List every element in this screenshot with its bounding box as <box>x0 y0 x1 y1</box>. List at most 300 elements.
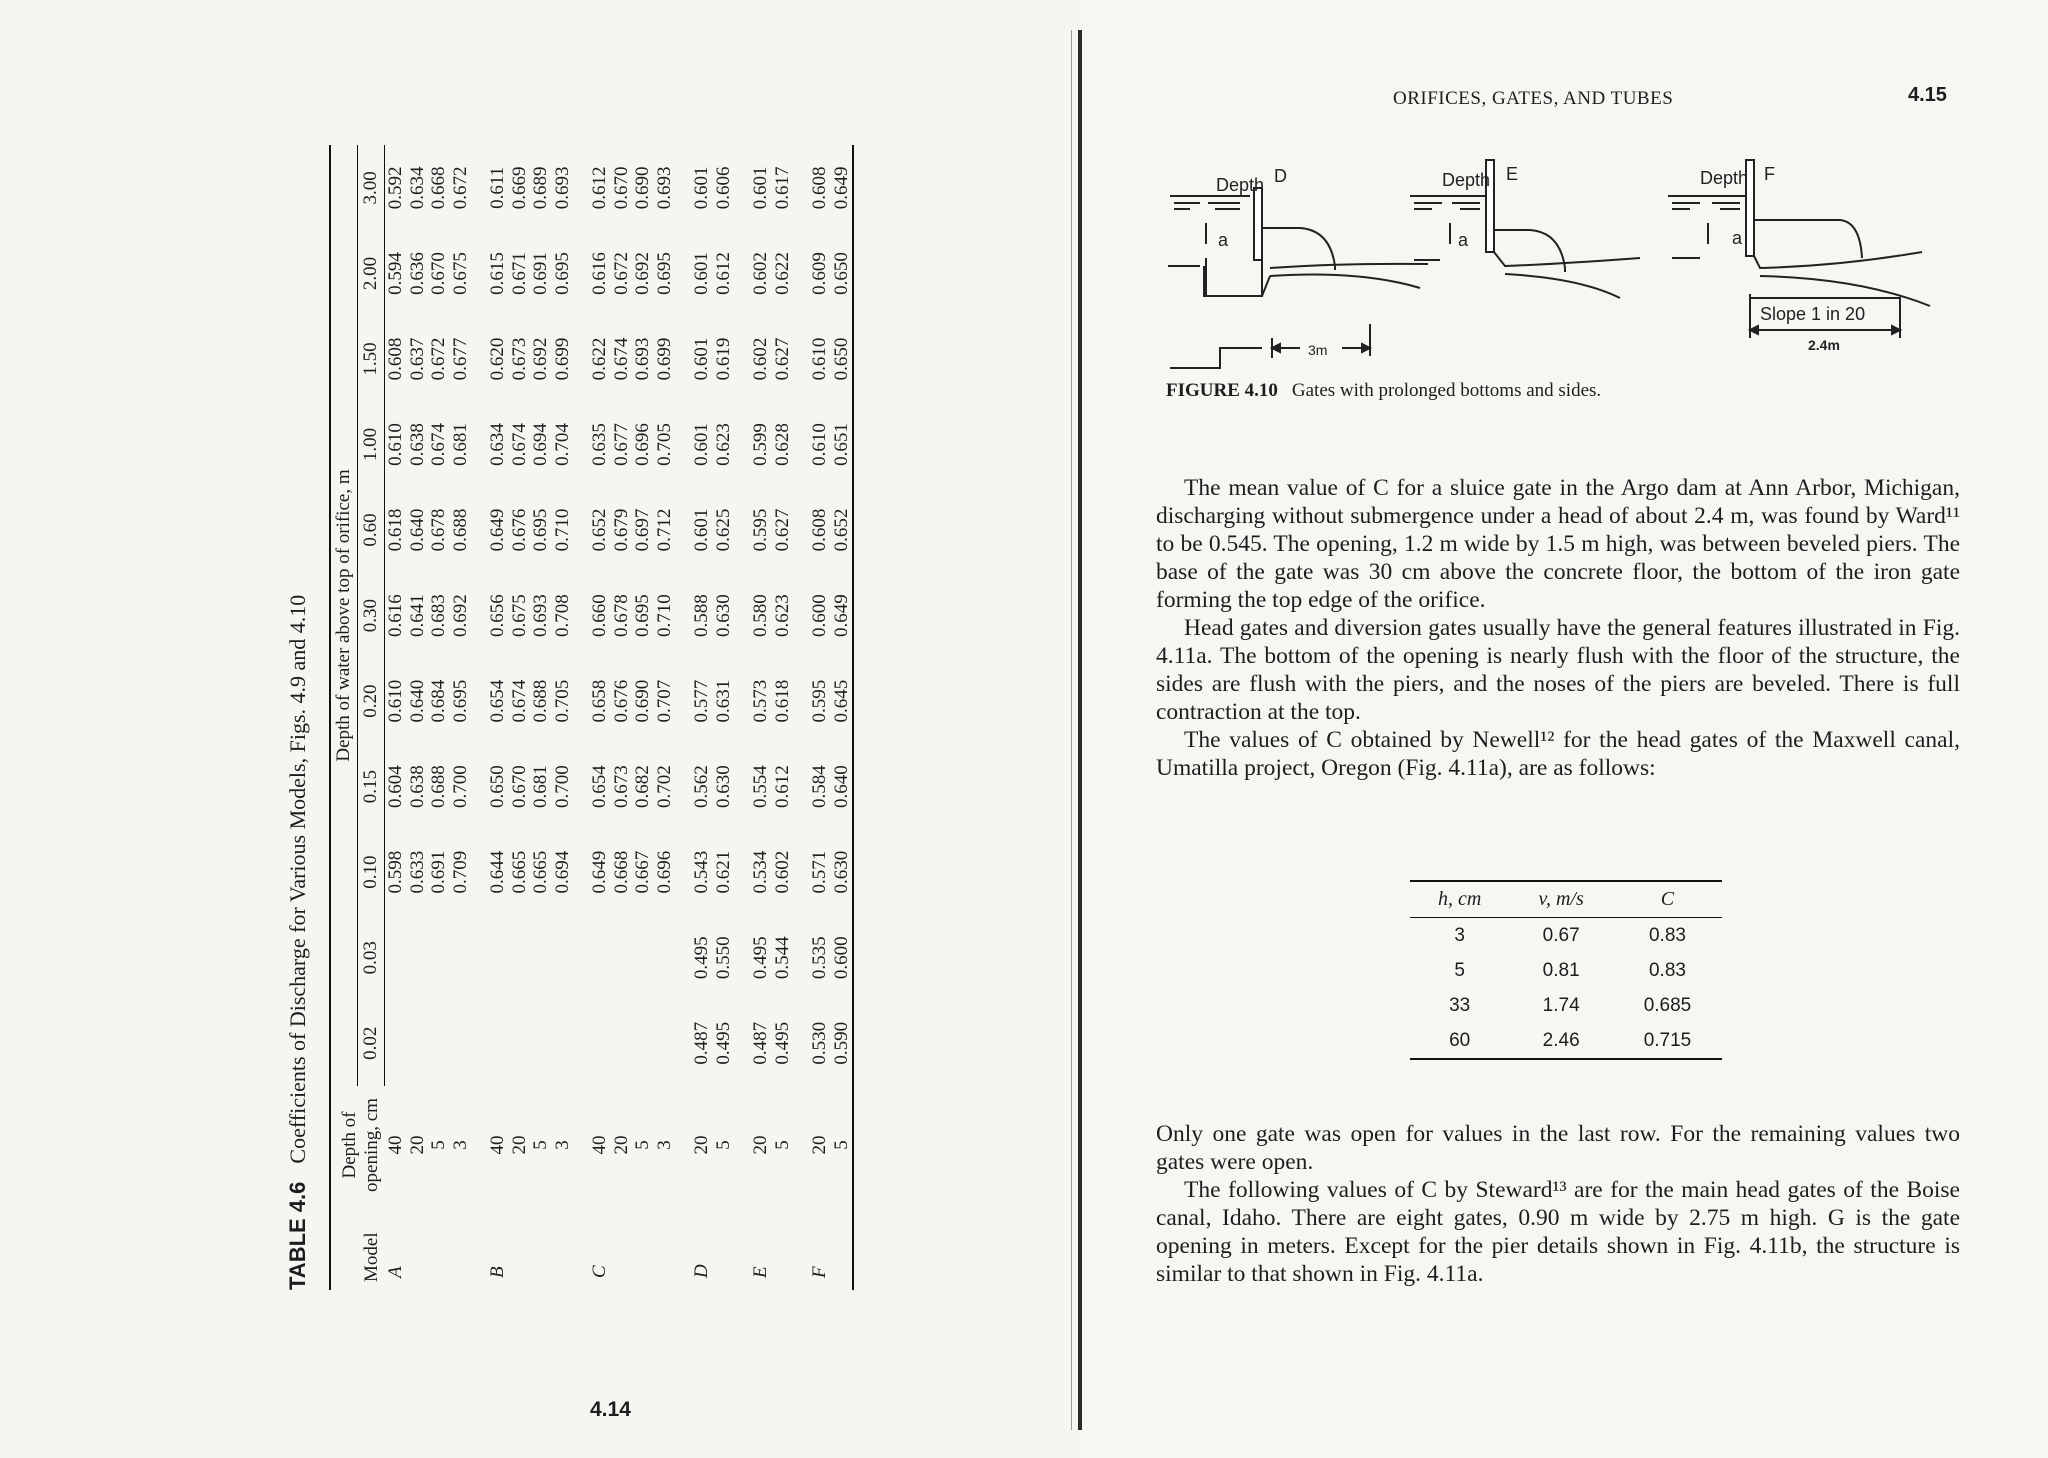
coefficient-cell <box>552 1000 574 1086</box>
coefficient-cell: 0.693 <box>530 594 551 637</box>
coefficient-cell: 0.699 <box>551 337 573 381</box>
coefficient-cell: 0.690 <box>632 166 653 210</box>
coefficient-cell: 0.618 <box>771 679 793 723</box>
coefficient-cell: 0.705 <box>551 679 573 723</box>
table-row <box>509 145 531 1290</box>
depth-cell: 20 <box>691 1135 712 1155</box>
coefficient-cell: 0.628 <box>771 423 793 466</box>
depth-cell: 3 <box>551 1140 573 1150</box>
coefficient-cell: 0.608 <box>809 166 830 210</box>
coefficient-cell: 0.676 <box>508 508 530 552</box>
paragraph-argo-dam: The mean value of C for a sluice gate in the Argo dam at Ann Arbor, Michigan, discharging without submergence under a head of about 2.4 m, was found by Ward¹¹ to be 0.545. The opening, 1.2 m wide by 1.5 m high, was between beveled piers. The base of the gate was 30 cm above the concrete floor, the bottom of the iron gate forming the top edge of the orifice. <box>1156 475 1960 613</box>
coefficient-cell: 0.495 <box>691 936 712 980</box>
coefficient-cell: 0.681 <box>449 423 471 466</box>
coefficient-cell: 0.602 <box>750 252 771 295</box>
coefficient-cell: 0.700 <box>449 765 471 809</box>
table-row <box>691 145 713 1290</box>
coefficient-cell: 0.652 <box>830 508 852 552</box>
depth-cell: 3 <box>449 1140 471 1150</box>
header-depth-line1: Depth of <box>338 1111 360 1179</box>
coefficient-cell: 0.665 <box>530 850 551 894</box>
figure-caption-text: Gates with prolonged bottoms and sides. <box>1291 380 1602 401</box>
coefficient-cell: 0.595 <box>750 508 771 552</box>
coefficient-cell: 0.678 <box>428 508 449 552</box>
model-cell <box>552 1204 574 1290</box>
coefficient-cell: 0.550 <box>712 936 734 980</box>
coefficient-cell: 0.600 <box>809 594 830 637</box>
coefficient-cell: 0.562 <box>691 765 712 809</box>
discharge-coefficient-table <box>329 145 854 1290</box>
coefficient-cell: 0.616 <box>385 594 406 637</box>
column-header: 0.20 <box>358 658 385 744</box>
table-row <box>750 145 772 1290</box>
coefficient-cell: 0.595 <box>809 679 830 723</box>
coefficient-cell <box>589 915 611 1001</box>
coefficient-cell <box>407 1000 429 1086</box>
coefficient-cell: 0.654 <box>487 679 508 723</box>
coefficient-cell: 0.495 <box>712 1021 734 1065</box>
small-table-cell: 33 <box>1449 995 1471 1016</box>
fig-len-3m: 3m <box>1308 342 1328 358</box>
figure-number: FIGURE 4.10 <box>1166 380 1278 401</box>
body-text-bottom <box>1156 1120 1960 1288</box>
coefficient-cell: 0.649 <box>487 508 508 552</box>
coefficient-cell: 0.637 <box>406 337 428 381</box>
fig-len-24m: 2.4m <box>1808 337 1840 353</box>
small-table-cell: 0.685 <box>1643 995 1692 1016</box>
coefficient-cell: 0.693 <box>551 166 573 210</box>
small-table-cell: 5 <box>1454 960 1465 981</box>
coefficient-cell: 0.649 <box>830 166 852 210</box>
group-spacer <box>573 145 589 1290</box>
coefficient-cell <box>487 915 509 1001</box>
coefficient-cell: 0.630 <box>830 850 852 894</box>
coefficient-cell: 0.610 <box>385 423 406 466</box>
depth-cell: 20 <box>406 1135 428 1155</box>
coefficient-cell: 0.612 <box>712 252 734 295</box>
coefficient-cell: 0.608 <box>385 337 406 381</box>
table-row <box>385 145 407 1290</box>
coefficient-cell: 0.670 <box>508 765 530 809</box>
coefficient-cell: 0.635 <box>589 423 610 466</box>
coefficient-cell: 0.650 <box>830 337 852 381</box>
coefficient-cell: 0.599 <box>750 423 771 466</box>
depth-cell: 5 <box>712 1140 734 1150</box>
coefficient-cell: 0.695 <box>530 508 551 552</box>
depth-cell: 40 <box>589 1135 610 1155</box>
small-table-cell: 0.83 <box>1648 925 1686 946</box>
small-table-cell: 0.715 <box>1643 1030 1692 1051</box>
coefficient-cell: 0.610 <box>809 423 830 466</box>
depth-cell: 40 <box>384 1135 406 1155</box>
coefficient-cell: 0.679 <box>610 508 632 552</box>
coefficient-cell: 0.688 <box>428 765 449 809</box>
coefficient-cell: 0.640 <box>830 765 852 809</box>
coefficient-cell: 0.688 <box>530 679 551 723</box>
column-header: 0.60 <box>358 487 385 573</box>
table-row <box>552 145 574 1290</box>
coefficient-cell: 0.627 <box>771 337 793 381</box>
header-depth-line2: opening, cm <box>360 1098 382 1192</box>
model-cell: A <box>384 1266 406 1278</box>
table-row <box>487 145 509 1290</box>
coefficient-cell: 0.619 <box>712 337 734 381</box>
coefficient-cell: 0.682 <box>632 765 653 809</box>
depth-cell: 5 <box>830 1140 852 1150</box>
coefficient-cell: 0.712 <box>653 508 675 552</box>
group-spacer <box>793 145 809 1290</box>
figure-caption <box>1166 380 1601 402</box>
table-row <box>772 145 794 1290</box>
coefficient-cell: 0.709 <box>449 850 471 894</box>
coefficient-cell: 0.631 <box>712 679 734 723</box>
coefficient-cell: 0.590 <box>830 1021 852 1065</box>
coefficient-cell: 0.694 <box>530 423 551 466</box>
coefficient-cell <box>632 915 654 1001</box>
coefficient-cell <box>632 1000 654 1086</box>
coefficient-cell: 0.617 <box>771 166 793 210</box>
table-row <box>611 145 633 1290</box>
coefficient-cell: 0.707 <box>653 679 675 723</box>
book-gutter <box>1078 30 1082 1430</box>
coefficient-cell: 0.495 <box>771 1021 793 1065</box>
coefficient-cell: 0.670 <box>610 166 632 210</box>
small-table-row <box>1410 988 1722 1023</box>
small-table-cell: 3 <box>1454 925 1465 946</box>
coefficient-cell: 0.667 <box>632 850 653 894</box>
running-head: ORIFICES, GATES, AND TUBES <box>1393 88 1674 109</box>
coefficient-cell <box>611 915 633 1001</box>
coefficient-cell: 0.487 <box>750 1021 771 1065</box>
table-caption <box>285 595 325 1290</box>
model-cell <box>713 1204 735 1290</box>
coefficient-cell: 0.681 <box>530 765 551 809</box>
gate-figure <box>1160 148 1940 378</box>
page-number-left: 4.14 <box>590 1398 631 1421</box>
small-table-cell: 0.81 <box>1542 960 1580 981</box>
gutter-shadow <box>1071 30 1072 1430</box>
coefficient-cell: 0.696 <box>653 850 675 894</box>
coefficient-cell: 0.601 <box>691 166 712 210</box>
small-table-cell: 2.46 <box>1542 1030 1580 1051</box>
small-table-row <box>1410 1023 1722 1059</box>
coefficient-cell: 0.690 <box>632 679 653 723</box>
coefficient-cell: 0.676 <box>610 679 632 723</box>
column-header: 0.03 <box>358 915 385 1001</box>
table-row <box>589 145 611 1290</box>
coefficient-cell: 0.673 <box>508 337 530 381</box>
header-model: Model <box>360 1232 382 1282</box>
table-row <box>632 145 654 1290</box>
model-cell <box>632 1204 654 1290</box>
coefficient-cell: 0.691 <box>428 850 449 894</box>
coefficient-cell: 0.695 <box>551 252 573 295</box>
coefficient-cell: 0.700 <box>551 765 573 809</box>
coefficient-cell: 0.622 <box>589 337 610 381</box>
coefficient-cell: 0.693 <box>632 337 653 381</box>
coefficient-cell: 0.630 <box>712 594 734 637</box>
coefficient-cell: 0.638 <box>406 765 428 809</box>
coefficient-cell: 0.673 <box>610 765 632 809</box>
coefficient-cell: 0.601 <box>691 423 712 466</box>
coefficient-cell: 0.623 <box>712 423 734 466</box>
coefficient-cell <box>530 1000 552 1086</box>
table-row <box>428 145 450 1290</box>
coefficient-cell: 0.669 <box>508 166 530 210</box>
coefficient-cell: 0.544 <box>771 936 793 980</box>
column-header: 0.02 <box>358 1000 385 1086</box>
column-header: 0.30 <box>358 573 385 659</box>
coefficient-cell: 0.584 <box>809 765 830 809</box>
coefficient-cell: 0.615 <box>487 252 508 295</box>
coefficient-cell <box>450 915 472 1001</box>
coefficient-cell: 0.672 <box>449 166 471 210</box>
small-table-row <box>1410 918 1722 954</box>
model-cell <box>831 1204 854 1290</box>
coefficient-cell: 0.610 <box>809 337 830 381</box>
fig-slope: Slope 1 in 20 <box>1760 304 1866 324</box>
fig-label-e: E <box>1506 164 1519 184</box>
coefficient-cell: 0.611 <box>487 166 508 209</box>
coefficient-cell: 0.580 <box>750 594 771 637</box>
paragraph-steward: The following values of C by Steward¹³ are for the main head gates of the Boise canal, Idaho. There are eight gates, 0.90 m wide by 2.75 m high. G is the gate opening in meters. Except for the pier details shown in Fig. 4.11b, the structure is similar to that shown in Fig. 4.11a. <box>1156 1177 1960 1287</box>
small-table-body <box>1410 918 1722 1060</box>
group-spacer <box>734 145 750 1290</box>
fig-label-f: F <box>1764 164 1775 184</box>
coefficient-cell: 0.634 <box>487 423 508 466</box>
coefficient-cell: 0.634 <box>406 166 428 210</box>
coefficient-cell <box>385 915 407 1001</box>
coefficient-cell: 0.692 <box>449 594 471 637</box>
small-table-cell: 60 <box>1449 1030 1471 1051</box>
column-header: 0.15 <box>358 744 385 830</box>
coefficient-cell: 0.649 <box>830 594 852 637</box>
small-table-header <box>1410 881 1722 918</box>
coefficient-cell: 0.674 <box>610 337 632 381</box>
coefficient-cell: 0.601 <box>691 337 712 381</box>
coefficient-cell: 0.535 <box>809 936 830 980</box>
coefficient-cell: 0.656 <box>487 594 508 637</box>
coefficient-cell: 0.708 <box>551 594 573 637</box>
depth-cell: 20 <box>750 1135 771 1155</box>
coefficient-cell: 0.602 <box>771 850 793 894</box>
coefficient-cell: 0.633 <box>406 850 428 894</box>
coefficient-cell: 0.543 <box>691 850 712 894</box>
coefficient-cell: 0.610 <box>385 679 406 723</box>
coefficient-cell: 0.640 <box>406 679 428 723</box>
body-text-top <box>1156 474 1960 782</box>
table-row <box>809 145 831 1290</box>
coefficient-cell: 0.618 <box>385 508 406 552</box>
model-cell: C <box>589 1265 610 1278</box>
coefficient-cell: 0.602 <box>750 337 771 381</box>
coefficient-cell: 0.622 <box>771 252 793 295</box>
coefficient-cell: 0.649 <box>589 850 610 894</box>
coefficient-cell: 0.654 <box>589 765 610 809</box>
rotated-table-block <box>285 100 965 1320</box>
model-cell <box>428 1204 450 1290</box>
coefficient-cell: 0.668 <box>610 850 632 894</box>
coefficient-cell: 0.644 <box>487 850 508 894</box>
model-cell <box>611 1204 633 1290</box>
model-cell: F <box>809 1266 830 1278</box>
depth-cell: 20 <box>809 1135 830 1155</box>
coefficient-cell: 0.594 <box>385 252 406 295</box>
coefficient-cell: 0.710 <box>551 508 573 552</box>
coefficient-cell: 0.693 <box>653 166 675 210</box>
small-table-cell: 1.74 <box>1542 995 1580 1016</box>
table-title: Coefficients of Discharge for Various Models, Figs. 4.9 and 4.10 <box>285 594 310 1164</box>
coefficient-cell: 0.608 <box>809 508 830 552</box>
coefficient-cell: 0.695 <box>449 679 471 723</box>
coefficient-cell: 0.697 <box>632 508 653 552</box>
coefficient-cell: 0.677 <box>610 423 632 466</box>
coefficient-cell: 0.571 <box>809 850 830 894</box>
fig-depth-e: Depth <box>1442 170 1491 190</box>
coefficient-cell: 0.601 <box>750 166 771 210</box>
column-header: 1.00 <box>358 402 385 488</box>
small-table-cell: 0.67 <box>1542 925 1580 946</box>
coefficient-cell: 0.702 <box>653 765 675 809</box>
coefficient-cell <box>654 1000 676 1086</box>
coefficient-cell: 0.554 <box>750 765 771 809</box>
paragraph-gate-open: Only one gate was open for values in the last row. For the remaining values two gates were open. <box>1156 1121 1960 1175</box>
coefficient-cell: 0.616 <box>589 252 610 295</box>
paragraph-newell: The values of C obtained by Newell¹² for the head gates of the Maxwell canal, Umatilla project, Oregon (Fig. 4.11a), are as follows: <box>1156 727 1960 781</box>
coefficient-cell: 0.645 <box>830 679 852 723</box>
fig-label-d: D <box>1274 166 1287 186</box>
coefficient-cell: 0.691 <box>530 252 551 295</box>
coefficient-cell: 0.623 <box>771 594 793 637</box>
small-table-header-cell: v, m/s <box>1509 881 1613 918</box>
coefficient-cell: 0.612 <box>771 765 793 809</box>
column-header: 0.10 <box>358 829 385 915</box>
gate-d-drawing <box>1168 188 1428 368</box>
coefficient-cell: 0.640 <box>406 508 428 552</box>
coefficient-cell: 0.699 <box>653 337 675 381</box>
fig-depth-f: Depth <box>1700 168 1749 188</box>
coefficient-cell: 0.674 <box>508 679 530 723</box>
coefficient-cell: 0.668 <box>428 166 449 210</box>
coefficient-cell: 0.650 <box>830 252 852 295</box>
model-cell <box>530 1204 552 1290</box>
table-row <box>407 145 429 1290</box>
coefficient-cell <box>654 915 676 1001</box>
small-table-header-cell: C <box>1613 881 1722 918</box>
fig-a-d: a <box>1218 230 1229 250</box>
small-table-cell: 0.83 <box>1648 960 1686 981</box>
coefficient-cell: 0.625 <box>712 508 734 552</box>
coefficient-cell: 0.705 <box>653 423 675 466</box>
table-row <box>654 145 676 1290</box>
coefficient-cell: 0.694 <box>551 850 573 894</box>
column-header: 1.50 <box>358 316 385 402</box>
coefficient-cell: 0.573 <box>750 679 771 723</box>
table-body <box>385 145 854 1290</box>
coefficient-cell: 0.600 <box>830 936 852 980</box>
coefficient-cell: 0.665 <box>508 850 530 894</box>
coefficient-cell: 0.675 <box>508 594 530 637</box>
coefficient-cell: 0.577 <box>691 679 712 723</box>
table-number: TABLE 4.6 <box>285 1181 310 1290</box>
small-table-row <box>1410 953 1722 988</box>
coefficient-cell: 0.601 <box>691 252 712 295</box>
coefficient-cell: 0.627 <box>771 508 793 552</box>
page-number-right: 4.15 <box>1908 84 1947 106</box>
newell-values-table <box>1410 880 1722 1060</box>
coefficient-cell <box>552 915 574 1001</box>
coefficient-cell <box>450 1000 472 1086</box>
model-cell <box>772 1204 794 1290</box>
coefficient-cell: 0.695 <box>653 252 675 295</box>
model-cell <box>407 1204 429 1290</box>
coefficient-cell: 0.677 <box>449 337 471 381</box>
coefficient-cell: 0.689 <box>530 166 551 210</box>
model-cell <box>654 1204 676 1290</box>
coefficient-cell <box>611 1000 633 1086</box>
coefficient-cell: 0.650 <box>487 765 508 809</box>
coefficient-cell: 0.598 <box>385 850 406 894</box>
coefficient-cell: 0.652 <box>589 508 610 552</box>
coefficient-cell: 0.692 <box>530 337 551 381</box>
coefficient-cell: 0.671 <box>508 252 530 295</box>
coefficient-cell <box>428 1000 450 1086</box>
group-spacer <box>675 145 691 1290</box>
depth-cell: 40 <box>487 1135 508 1155</box>
header-depth-opening <box>330 1086 385 1204</box>
coefficient-cell <box>530 915 552 1001</box>
depth-cell: 20 <box>508 1135 530 1155</box>
coefficient-cell: 0.636 <box>406 252 428 295</box>
coefficient-cell: 0.696 <box>632 423 653 466</box>
coefficient-cell: 0.621 <box>712 850 734 894</box>
coefficient-cell <box>509 915 531 1001</box>
coefficient-cell: 0.638 <box>406 423 428 466</box>
coefficient-cell: 0.683 <box>428 594 449 637</box>
header-span: Depth of water above top of orifice, m <box>330 145 358 1086</box>
coefficient-cell <box>407 915 429 1001</box>
column-header: 3.00 <box>358 145 385 231</box>
coefficient-cell: 0.678 <box>610 594 632 637</box>
coefficient-cell: 0.495 <box>750 936 771 980</box>
coefficient-cell <box>428 915 450 1001</box>
depth-cell: 5 <box>530 1140 551 1150</box>
coefficient-cell: 0.695 <box>632 594 653 637</box>
coefficient-cell: 0.688 <box>449 508 471 552</box>
coefficient-cell <box>589 1000 611 1086</box>
coefficient-cell: 0.660 <box>589 594 610 637</box>
coefficient-cell: 0.609 <box>809 252 830 295</box>
fig-a-e: a <box>1458 230 1469 250</box>
column-header: 2.00 <box>358 231 385 317</box>
coefficient-cell: 0.606 <box>712 166 734 210</box>
coefficient-cell: 0.592 <box>385 166 406 210</box>
coefficient-cell: 0.601 <box>691 508 712 552</box>
depth-cell: 5 <box>632 1140 653 1150</box>
table-row <box>530 145 552 1290</box>
depth-cell: 5 <box>771 1140 793 1150</box>
coefficient-cell: 0.672 <box>610 252 632 295</box>
paragraph-head-gates: Head gates and diversion gates usually have the general features illustrated in Fig. 4.11a. The bottom of the opening is nearly flush with the floor of the structure, the sides are flush with the piers, and the noses of the piers are beveled. There is full contraction at the top. <box>1156 615 1960 725</box>
fig-depth-d: Depth <box>1216 175 1265 195</box>
coefficient-cell: 0.612 <box>589 166 610 210</box>
coefficient-cell: 0.530 <box>809 1021 830 1065</box>
coefficient-cell <box>487 1000 509 1086</box>
coefficient-cell: 0.684 <box>428 679 449 723</box>
model-cell: D <box>691 1264 712 1278</box>
coefficient-cell <box>509 1000 531 1086</box>
group-spacer <box>471 145 487 1290</box>
